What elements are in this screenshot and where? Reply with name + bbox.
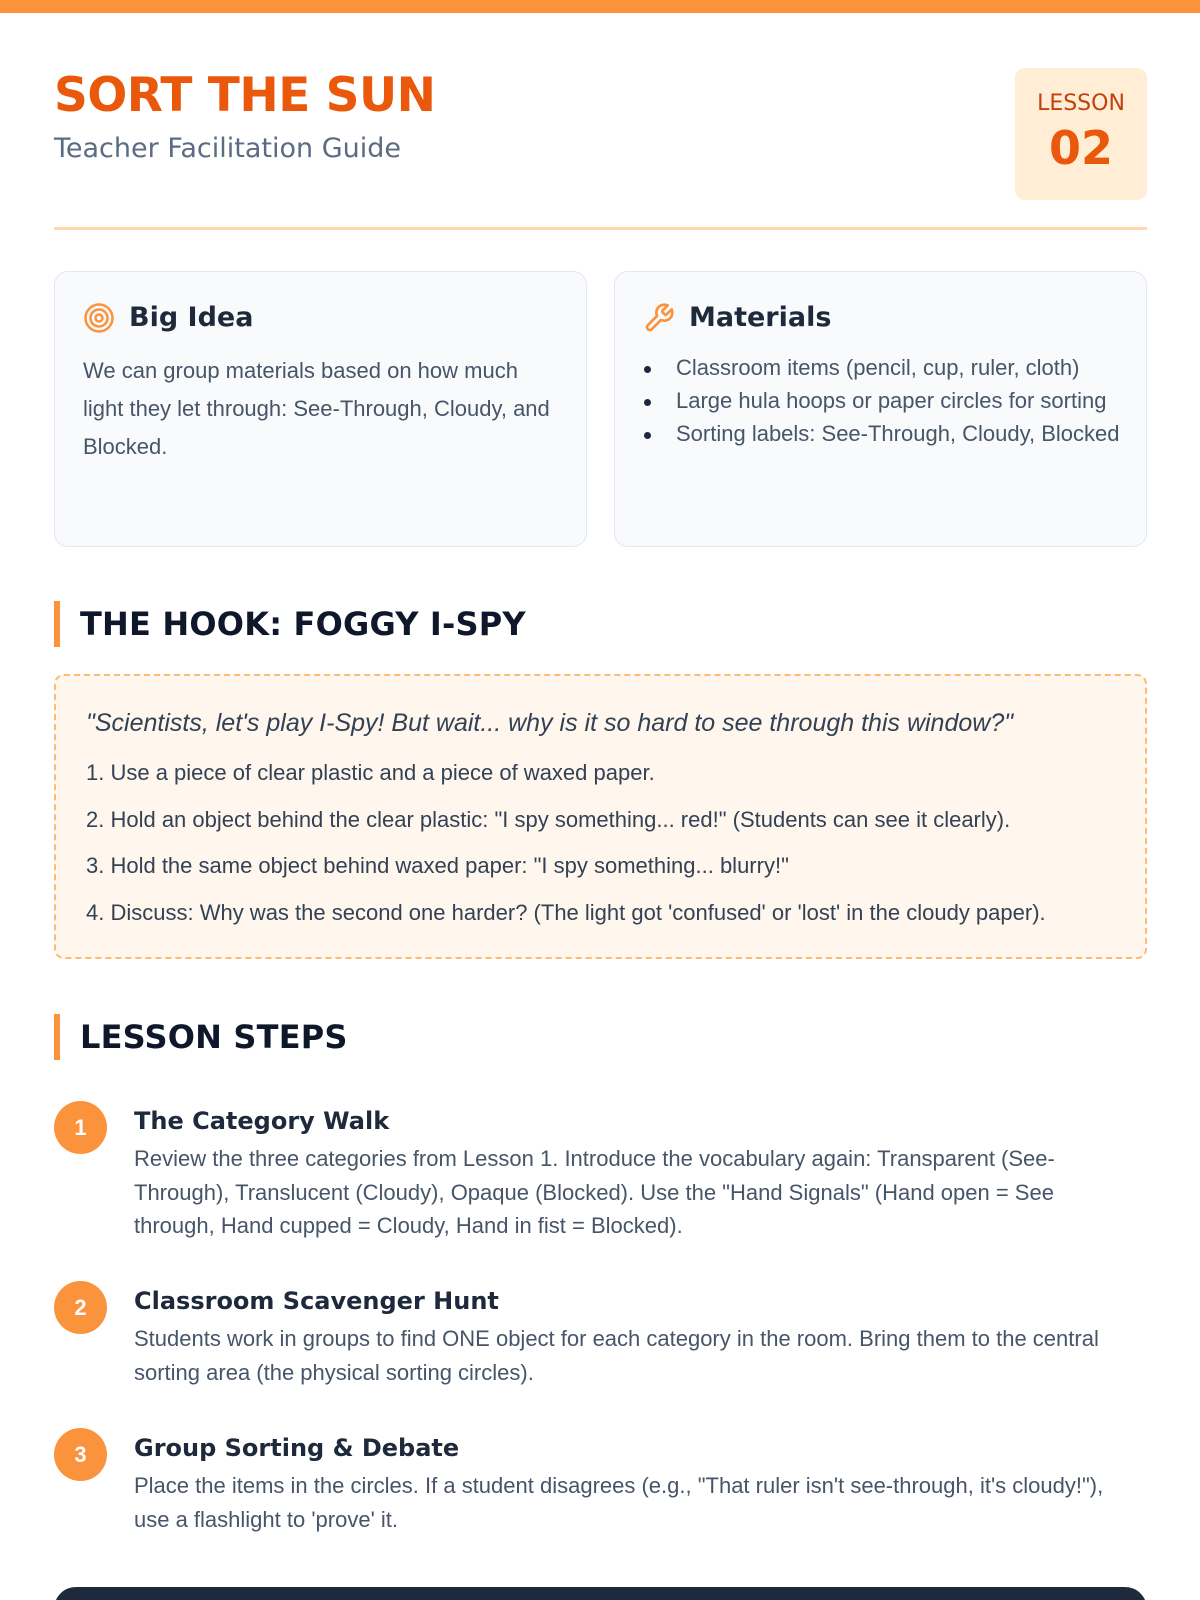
step-number-badge: 1	[54, 1101, 107, 1154]
page-subtitle: Teacher Facilitation Guide	[54, 133, 401, 164]
hook-step: 2. Hold an object behind the clear plastic: "I spy something... red!" (Students can see it clearly).	[86, 806, 1011, 832]
big-idea-header	[83, 300, 253, 336]
materials-list	[643, 351, 1123, 450]
hook-step: 1. Use a piece of clear plastic and a piece of waxed paper.	[86, 760, 655, 785]
step-title: Classroom Scavenger Hunt	[134, 1287, 499, 1315]
list-item: Classroom items (pencil, cup, ruler, cloth)	[643, 351, 1123, 384]
page-title: SORT THE SUN	[54, 68, 436, 123]
step-description: Place the items in the circles. If a student disagrees (e.g., "That ruler isn't see-through, it's cloudy!"), use a flashlight to 'prove' it.	[134, 1473, 1104, 1532]
step-description: Students work in groups to find ONE object for each category in the room. Bring them to the central sorting area (the physical sorting circles).	[134, 1326, 1099, 1385]
materials-card	[614, 271, 1147, 547]
big-idea-title: Big Idea	[129, 302, 254, 333]
top-accent-bar	[0, 0, 1200, 13]
materials-title: Materials	[689, 302, 832, 333]
materials-header	[643, 300, 831, 336]
heading-accent-bar	[54, 1014, 60, 1060]
big-idea-text: We can group materials based on how much light they let through: See-Through, Cloudy, and Blocked.	[83, 358, 550, 459]
heading-accent-bar	[54, 601, 60, 647]
footer-panel	[54, 1587, 1147, 1600]
step-number-badge: 2	[54, 1281, 107, 1334]
step-description: Review the three categories from Lesson 1. Introduce the vocabulary again: Transparent (See-Through), Translucent (Cloudy), Opaque (Blocked). Use the "Hand Signals" (Hand open = See through, Hand cupped = Cloudy, Hand in fist = Blocked).	[134, 1146, 1055, 1238]
lesson-steps-heading: LESSON STEPS	[80, 1018, 348, 1056]
header-divider	[54, 227, 1147, 230]
hook-section-heading	[54, 601, 1147, 647]
step-number-badge: 3	[54, 1428, 107, 1481]
lesson-steps-section-heading	[54, 1014, 1147, 1060]
hook-step: 4. Discuss: Why was the second one harder? (The light got 'confused' or 'lost' in the cloudy paper).	[86, 899, 1046, 925]
lesson-step	[54, 1281, 1147, 1385]
hook-heading: THE HOOK: FOGGY I-SPY	[80, 605, 526, 643]
target-icon	[83, 302, 115, 334]
lesson-label: LESSON	[1037, 91, 1125, 116]
lesson-badge	[1015, 68, 1147, 200]
list-item: Sorting labels: See-Through, Cloudy, Blocked	[643, 417, 1123, 450]
step-title: Group Sorting & Debate	[134, 1434, 460, 1462]
lesson-step	[54, 1428, 1147, 1532]
hook-quote: "Scientists, let's play I-Spy! But wait... why is it so hard to see through this window?"	[86, 709, 1014, 737]
big-idea-card	[54, 271, 587, 547]
hook-steps-list	[86, 758, 1046, 944]
step-title: The Category Walk	[134, 1107, 390, 1135]
lesson-step	[54, 1101, 1147, 1236]
hook-box	[54, 674, 1147, 959]
page-header	[54, 66, 1147, 200]
hook-step: 3. Hold the same object behind waxed paper: "I spy something... blurry!"	[86, 853, 789, 878]
lesson-number: 02	[1048, 121, 1113, 175]
list-item: Large hula hoops or paper circles for sorting	[643, 384, 1123, 417]
wrench-icon	[643, 302, 675, 334]
